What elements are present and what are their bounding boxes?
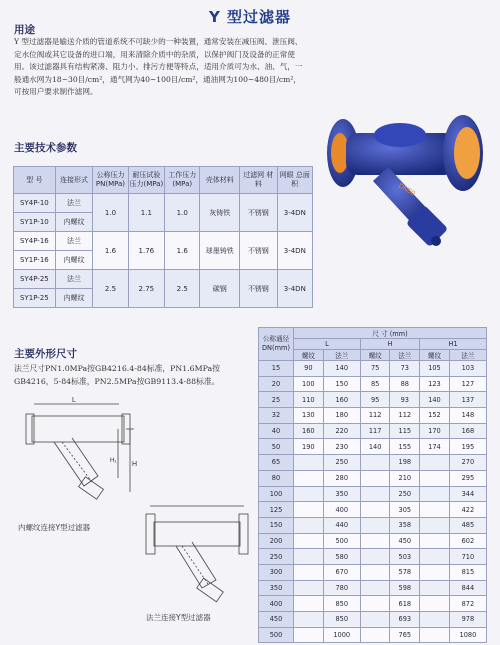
dim-cell: 100 bbox=[294, 376, 324, 392]
dim-cell: 180 bbox=[323, 408, 360, 424]
dim-cell: 844 bbox=[449, 580, 486, 596]
dim-cell bbox=[360, 533, 390, 549]
test-cell: 2.75 bbox=[128, 270, 164, 308]
dn-cell: 32 bbox=[259, 408, 294, 424]
table-row bbox=[259, 502, 487, 518]
dim-cell: 1080 bbox=[449, 627, 486, 643]
flange-caption: 法兰连接Y型过滤器 bbox=[146, 613, 211, 622]
params-heading: 主要技术参数 bbox=[14, 142, 77, 154]
sub-header: 螺纹 bbox=[360, 350, 390, 361]
body-cell: 球墨铸铁 bbox=[200, 232, 240, 270]
dim-cell bbox=[294, 470, 324, 486]
table-row bbox=[259, 423, 487, 439]
dim-cell: 305 bbox=[390, 502, 420, 518]
right-flange-face bbox=[454, 127, 480, 179]
dim-cell: 150 bbox=[323, 376, 360, 392]
dim-cell: 1000 bbox=[323, 627, 360, 643]
dim-cell bbox=[294, 486, 324, 502]
dim-cell: 190 bbox=[294, 439, 324, 455]
table-row bbox=[259, 392, 487, 408]
conn-cell: 内螺纹 bbox=[55, 289, 93, 308]
dn-cell: 350 bbox=[259, 580, 294, 596]
table-row bbox=[14, 232, 313, 251]
dim-cell bbox=[360, 627, 390, 643]
dim-cell: 230 bbox=[323, 439, 360, 455]
params-header: 型 号 bbox=[14, 167, 56, 194]
dim-cell bbox=[294, 455, 324, 471]
dims-heading: 主要外形尺寸 bbox=[14, 348, 77, 360]
pn-cell: 2.5 bbox=[93, 270, 128, 308]
dim-cell bbox=[294, 627, 324, 643]
dim-cell: 210 bbox=[390, 470, 420, 486]
dn-cell: 250 bbox=[259, 549, 294, 565]
params-table bbox=[13, 166, 313, 308]
dim-cell: 780 bbox=[323, 580, 360, 596]
dn-cell: 125 bbox=[259, 502, 294, 518]
table-row bbox=[259, 596, 487, 612]
dim-cell bbox=[420, 580, 450, 596]
table-row bbox=[259, 486, 487, 502]
dim-cell bbox=[360, 549, 390, 565]
dim-cell: 168 bbox=[449, 423, 486, 439]
dim-cell: 872 bbox=[449, 596, 486, 612]
dim-cell bbox=[294, 502, 324, 518]
dim-cell bbox=[420, 549, 450, 565]
dim-cell: 765 bbox=[390, 627, 420, 643]
dim-cell: 350 bbox=[323, 486, 360, 502]
model-cell: SY1P-25 bbox=[14, 289, 56, 308]
area-cell: 3-4DN bbox=[277, 232, 312, 270]
dim-cell: 123 bbox=[420, 376, 450, 392]
table-row bbox=[259, 533, 487, 549]
table-row bbox=[259, 408, 487, 424]
table-row bbox=[14, 270, 313, 289]
dim-cell bbox=[420, 517, 450, 533]
params-header: 连接形式 bbox=[55, 167, 93, 194]
dim-cell: 137 bbox=[449, 392, 486, 408]
h-label: H bbox=[132, 461, 138, 468]
dim-cell: 250 bbox=[390, 486, 420, 502]
dim-cell bbox=[360, 580, 390, 596]
dim-cell: 710 bbox=[449, 549, 486, 565]
dim-cell: 112 bbox=[360, 408, 390, 424]
dn-cell: 15 bbox=[259, 361, 294, 377]
dim-cell: 93 bbox=[390, 392, 420, 408]
sub-header: 法兰 bbox=[390, 350, 420, 361]
dn-cell: 400 bbox=[259, 596, 294, 612]
h1-label: H₁ bbox=[110, 458, 117, 464]
dim-cell: 485 bbox=[449, 517, 486, 533]
sub-header: 法兰 bbox=[323, 350, 360, 361]
conn-cell: 内螺纹 bbox=[55, 251, 93, 270]
dim-cell: 295 bbox=[449, 470, 486, 486]
dim-cell: 198 bbox=[390, 455, 420, 471]
params-header: 网眼 总面积 bbox=[277, 167, 312, 194]
dims-table bbox=[258, 327, 487, 643]
table-row bbox=[259, 564, 487, 580]
dim-cell bbox=[360, 455, 390, 471]
model-cell: SY1P-16 bbox=[14, 251, 56, 270]
params-header: 过滤网 材料 bbox=[240, 167, 278, 194]
dim-cell: 73 bbox=[390, 361, 420, 377]
dim-cell bbox=[294, 612, 324, 628]
usage-heading: 用途 bbox=[14, 24, 35, 36]
size-header: 尺 寸 (mm) bbox=[294, 328, 487, 339]
table-row bbox=[14, 194, 313, 213]
dim-cell: 160 bbox=[323, 392, 360, 408]
valve-photo bbox=[318, 95, 488, 255]
dim-cell: 602 bbox=[449, 533, 486, 549]
params-header: 工作压力 (MPa) bbox=[165, 167, 200, 194]
work-cell: 2.5 bbox=[165, 270, 200, 308]
test-cell: 1.76 bbox=[128, 232, 164, 270]
group-header-l: L bbox=[294, 339, 361, 350]
dim-cell: 578 bbox=[390, 564, 420, 580]
conn-cell: 法兰 bbox=[55, 194, 93, 213]
dim-cell bbox=[360, 564, 390, 580]
dim-cell bbox=[360, 486, 390, 502]
dim-cell: 815 bbox=[449, 564, 486, 580]
dim-cell bbox=[420, 627, 450, 643]
dim-cell bbox=[360, 612, 390, 628]
dim-cell: 152 bbox=[420, 408, 450, 424]
dim-cell: 850 bbox=[323, 612, 360, 628]
dn-header: 公称通径 DN(mm) bbox=[259, 328, 294, 361]
dim-cell: 155 bbox=[390, 439, 420, 455]
dim-cell bbox=[420, 486, 450, 502]
dim-cell: 503 bbox=[390, 549, 420, 565]
thread-caption: 内螺纹连接Y型过滤器 bbox=[18, 523, 91, 532]
dim-cell bbox=[420, 564, 450, 580]
dim-cell: 358 bbox=[390, 517, 420, 533]
pn-cell: 1.6 bbox=[93, 232, 128, 270]
dim-cell: 170 bbox=[420, 423, 450, 439]
dim-cell: 598 bbox=[390, 580, 420, 596]
dim-cell bbox=[294, 564, 324, 580]
thread-drawing bbox=[14, 396, 139, 511]
dn-cell: 450 bbox=[259, 612, 294, 628]
dim-cell bbox=[294, 596, 324, 612]
dim-cell bbox=[360, 517, 390, 533]
dim-cell: 85 bbox=[360, 376, 390, 392]
params-header: 公称压力 PN(MPa) bbox=[93, 167, 128, 194]
sub-header: 螺纹 bbox=[294, 350, 324, 361]
dim-cell bbox=[420, 470, 450, 486]
dim-cell: 440 bbox=[323, 517, 360, 533]
area-cell: 3-4DN bbox=[277, 194, 312, 232]
l-label: L bbox=[72, 397, 76, 404]
page-title: Y 型过滤器 bbox=[208, 8, 292, 26]
dim-cell: 280 bbox=[323, 470, 360, 486]
work-cell: 1.0 bbox=[165, 194, 200, 232]
test-cell: 1.1 bbox=[128, 194, 164, 232]
dim-cell bbox=[420, 612, 450, 628]
dim-cell: 130 bbox=[294, 408, 324, 424]
dim-cell bbox=[420, 596, 450, 612]
table-row bbox=[259, 517, 487, 533]
table-row bbox=[259, 439, 487, 455]
dim-cell: 220 bbox=[323, 423, 360, 439]
dim-cell: 95 bbox=[360, 392, 390, 408]
table-row bbox=[259, 612, 487, 628]
dim-cell: 978 bbox=[449, 612, 486, 628]
model-cell: SY4P-10 bbox=[14, 194, 56, 213]
model-cell: SY1P-10 bbox=[14, 213, 56, 232]
dn-cell: 50 bbox=[259, 439, 294, 455]
dim-cell: 195 bbox=[449, 439, 486, 455]
dim-cell bbox=[360, 596, 390, 612]
body-cell: 碳钢 bbox=[200, 270, 240, 308]
group-header-h1: H1 bbox=[420, 339, 487, 350]
dim-cell: 450 bbox=[390, 533, 420, 549]
sub-header: 螺纹 bbox=[420, 350, 450, 361]
dn-cell: 200 bbox=[259, 533, 294, 549]
dn-cell: 20 bbox=[259, 376, 294, 392]
dim-cell: 344 bbox=[449, 486, 486, 502]
dim-cell: 115 bbox=[390, 423, 420, 439]
model-cell: SY4P-25 bbox=[14, 270, 56, 289]
dim-cell: 160 bbox=[294, 423, 324, 439]
dims-paragraph: 法兰尺寸PN1.0MPa按GB4216.4-84标准，PN1.6MPa按GB4216，5-84标准，PN2.5MPa按GB9113.4-88标准。 bbox=[14, 364, 220, 386]
table-row bbox=[259, 376, 487, 392]
mesh-cell: 不锈钢 bbox=[240, 270, 278, 308]
dim-cell bbox=[294, 533, 324, 549]
table-row bbox=[259, 580, 487, 596]
dim-cell: 400 bbox=[323, 502, 360, 518]
area-cell: 3-4DN bbox=[277, 270, 312, 308]
dim-cell bbox=[420, 533, 450, 549]
dim-cell: 850 bbox=[323, 596, 360, 612]
dim-cell: 670 bbox=[323, 564, 360, 580]
dim-cell bbox=[420, 502, 450, 518]
dim-cell: 580 bbox=[323, 549, 360, 565]
model-cell: SY4P-16 bbox=[14, 232, 56, 251]
dim-cell: 112 bbox=[390, 408, 420, 424]
dim-cell: 174 bbox=[420, 439, 450, 455]
conn-cell: 法兰 bbox=[55, 232, 93, 251]
dim-cell bbox=[294, 580, 324, 596]
dim-cell: 140 bbox=[360, 439, 390, 455]
dim-cell: 148 bbox=[449, 408, 486, 424]
dn-cell: 80 bbox=[259, 470, 294, 486]
dn-cell: 65 bbox=[259, 455, 294, 471]
dim-cell: 500 bbox=[323, 533, 360, 549]
conn-cell: 法兰 bbox=[55, 270, 93, 289]
work-cell: 1.6 bbox=[165, 232, 200, 270]
dim-cell: 75 bbox=[360, 361, 390, 377]
dim-cell bbox=[360, 502, 390, 518]
dn-cell: 300 bbox=[259, 564, 294, 580]
table-row bbox=[259, 455, 487, 471]
flange-drawing bbox=[140, 500, 258, 610]
dim-cell: 250 bbox=[323, 455, 360, 471]
mesh-cell: 不锈钢 bbox=[240, 194, 278, 232]
table-row bbox=[259, 361, 487, 377]
dim-cell: 693 bbox=[390, 612, 420, 628]
intro-paragraph: Y 型过滤器是输送介质的管道系统不可缺少的一种装置，通常安装在减压阀、泄压阀、定水位阀或其它设备的进口端，用来清除介质中的杂质，以保护阀门及设备的正常使用。该过滤器具有结构紧凑、阻力小、排污方便等特点，适用介质可为水、油、气，一般通水网为18~30目/cm²，通气网为40~100目/cm²，通油网为100~480目/cm²，可按用户要求制作滤网。 bbox=[14, 37, 303, 96]
dn-cell: 500 bbox=[259, 627, 294, 643]
dn-cell: 25 bbox=[259, 392, 294, 408]
dim-cell bbox=[420, 455, 450, 471]
dim-cell: 140 bbox=[323, 361, 360, 377]
valve-dn-text: DN50 bbox=[397, 182, 417, 198]
dim-cell: 270 bbox=[449, 455, 486, 471]
group-header-h: H bbox=[360, 339, 419, 350]
dim-cell: 618 bbox=[390, 596, 420, 612]
pn-cell: 1.0 bbox=[93, 194, 128, 232]
table-row bbox=[259, 549, 487, 565]
dim-cell: 110 bbox=[294, 392, 324, 408]
dim-cell: 127 bbox=[449, 376, 486, 392]
body-cell: 灰铸铁 bbox=[200, 194, 240, 232]
params-header: 耐压试验 压力(MPa) bbox=[128, 167, 164, 194]
table-row bbox=[259, 470, 487, 486]
mesh-cell: 不锈钢 bbox=[240, 232, 278, 270]
dim-cell bbox=[294, 517, 324, 533]
dim-cell: 105 bbox=[420, 361, 450, 377]
params-header: 壳体材料 bbox=[200, 167, 240, 194]
sub-header: 法兰 bbox=[449, 350, 486, 361]
dim-cell: 88 bbox=[390, 376, 420, 392]
dn-cell: 40 bbox=[259, 423, 294, 439]
dim-cell bbox=[294, 549, 324, 565]
dn-cell: 100 bbox=[259, 486, 294, 502]
dim-cell bbox=[360, 470, 390, 486]
dim-cell: 103 bbox=[449, 361, 486, 377]
dim-cell: 422 bbox=[449, 502, 486, 518]
dim-cell: 90 bbox=[294, 361, 324, 377]
dim-cell: 140 bbox=[420, 392, 450, 408]
dim-cell: 117 bbox=[360, 423, 390, 439]
conn-cell: 内螺纹 bbox=[55, 213, 93, 232]
dn-cell: 150 bbox=[259, 517, 294, 533]
table-row bbox=[259, 627, 487, 643]
